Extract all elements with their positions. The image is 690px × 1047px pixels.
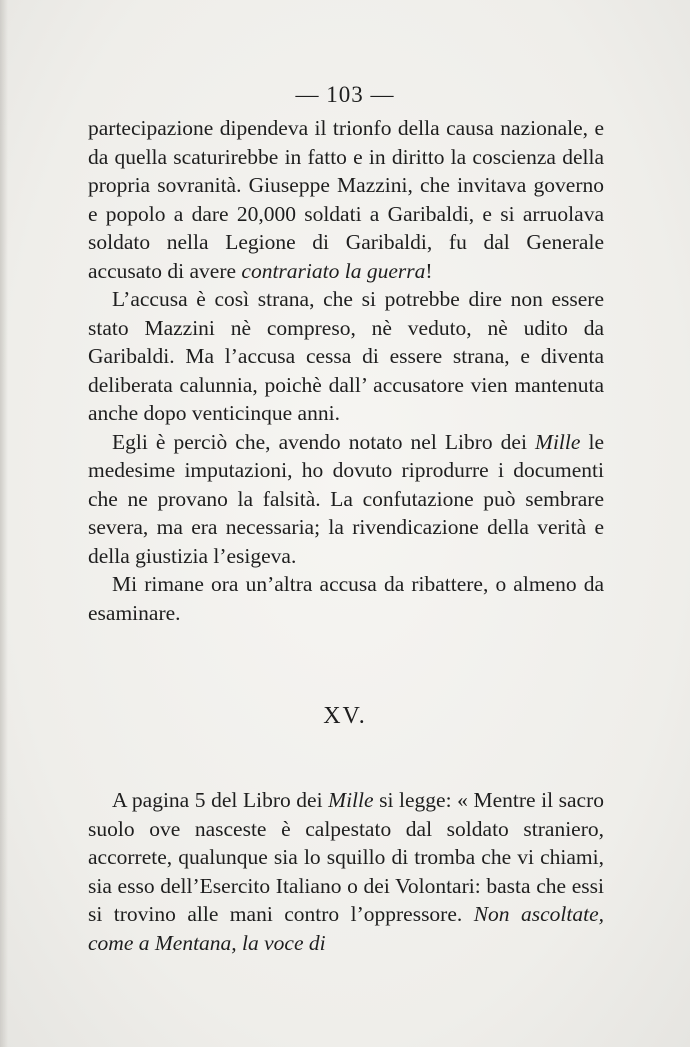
paragraph-remaining: Mi rimane ora un’altra accusa da ribattere, o almeno da esaminare. [88, 572, 604, 625]
page-number: — 103 — [295, 82, 395, 107]
binding-edge [0, 0, 8, 1047]
body-text [88, 114, 604, 627]
paragraph-continued: partecipazione dipendeva il trionfo della causa nazionale, e da quella scaturirebbe in fatto e in diritto la coscienza della propria sovranità. Giuseppe Mazzini, che invitava governo e popolo a dare 20,000 soldati a Garibaldi, e si arruolava soldato nella Legione di Garibaldi, fu dal Generale accusato di avere contrariato la guerra! [88, 116, 604, 283]
italic-phrase: contrariato la guerra [241, 258, 426, 283]
paragraph-refutation: Egli è perciò che, avendo notato nel Libro dei Mille le medesime imputazioni, ho dovuto riprodurre i documenti che ne provano la falsità. La confutazione può sembrare severa, ma era necessaria; la rivendicazione della verità e della giustizia l’esigeva. [88, 429, 605, 568]
section-heading: XV. [323, 703, 367, 729]
section-body-text [88, 786, 604, 957]
italic-quote: Non ascoltate, come a Mentana, la voce di [88, 902, 605, 955]
paragraph-accusation: L’accusa è così strana, che si potrebbe dire non essere stato Mazzini nè compreso, nè veduto, nè udito da Garibaldi. Ma l’accusa cessa di essere strana, e diventa deliberata calunnia, poichè dall’ accusatore vien mantenuta anche dopo venticinque anni. [88, 287, 604, 425]
italic-title: Mille [535, 429, 581, 454]
paragraph-section-xv: A pagina 5 del Libro dei Mille si legge: « Mentre il sacro suolo ove nasceste è calpestato dal soldato straniero, accorrete, qualunque sia lo squillo di tromba che vi chiami, sia esso dell’Esercito Italiano o dei Volontari: basta che essi si trovino alle mani contro l’oppressore. Non ascoltate, come a Mentana, la voce di [88, 788, 605, 955]
italic-title: Mille [328, 788, 374, 812]
